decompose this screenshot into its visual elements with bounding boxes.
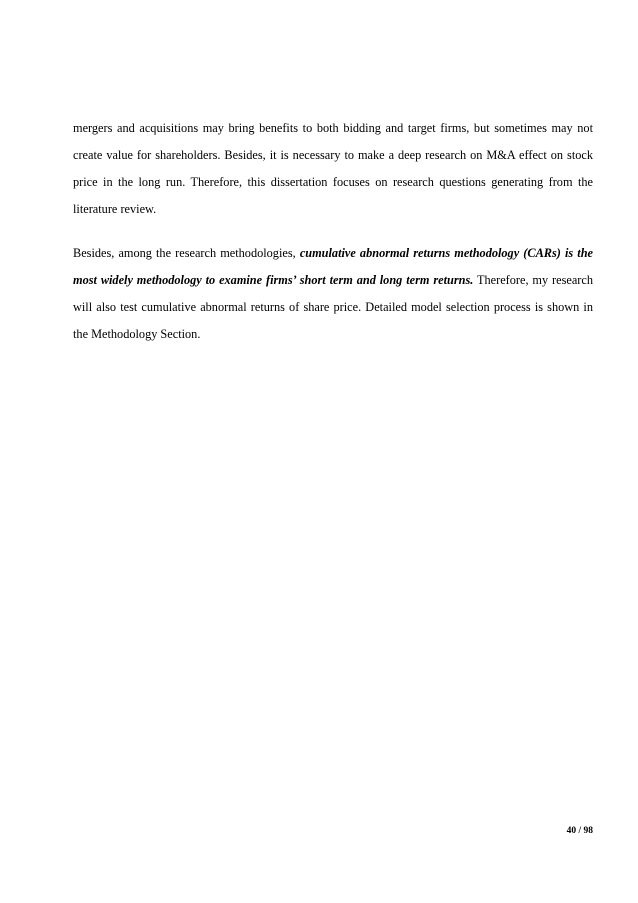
page-number: 40 / 98 xyxy=(566,826,593,836)
body-paragraph-1 xyxy=(73,115,593,223)
paragraph-2-emphasis-text: cumulative abnormal returns methodology (CARs) is the most widely methodology to examine firms’ short term and long term returns. xyxy=(73,246,593,287)
body-paragraph-2 xyxy=(73,240,593,348)
paragraph-2-closing-text: Therefore, my research will also test cumulative abnormal returns of share price. Detailed model selection process is shown in the Methodology Section. xyxy=(73,273,593,341)
paragraph-1-text: mergers and acquisitions may bring benefits to both bidding and target firms, but sometimes may not create value for shareholders. Besides, it is necessary to make a deep research on M&A effect on stock price in the long run. Therefore, this dissertation focuses on research questions generating from the literature review. xyxy=(73,121,593,216)
paragraph-2-intro-text: Besides, among the research methodologies, xyxy=(73,246,300,260)
